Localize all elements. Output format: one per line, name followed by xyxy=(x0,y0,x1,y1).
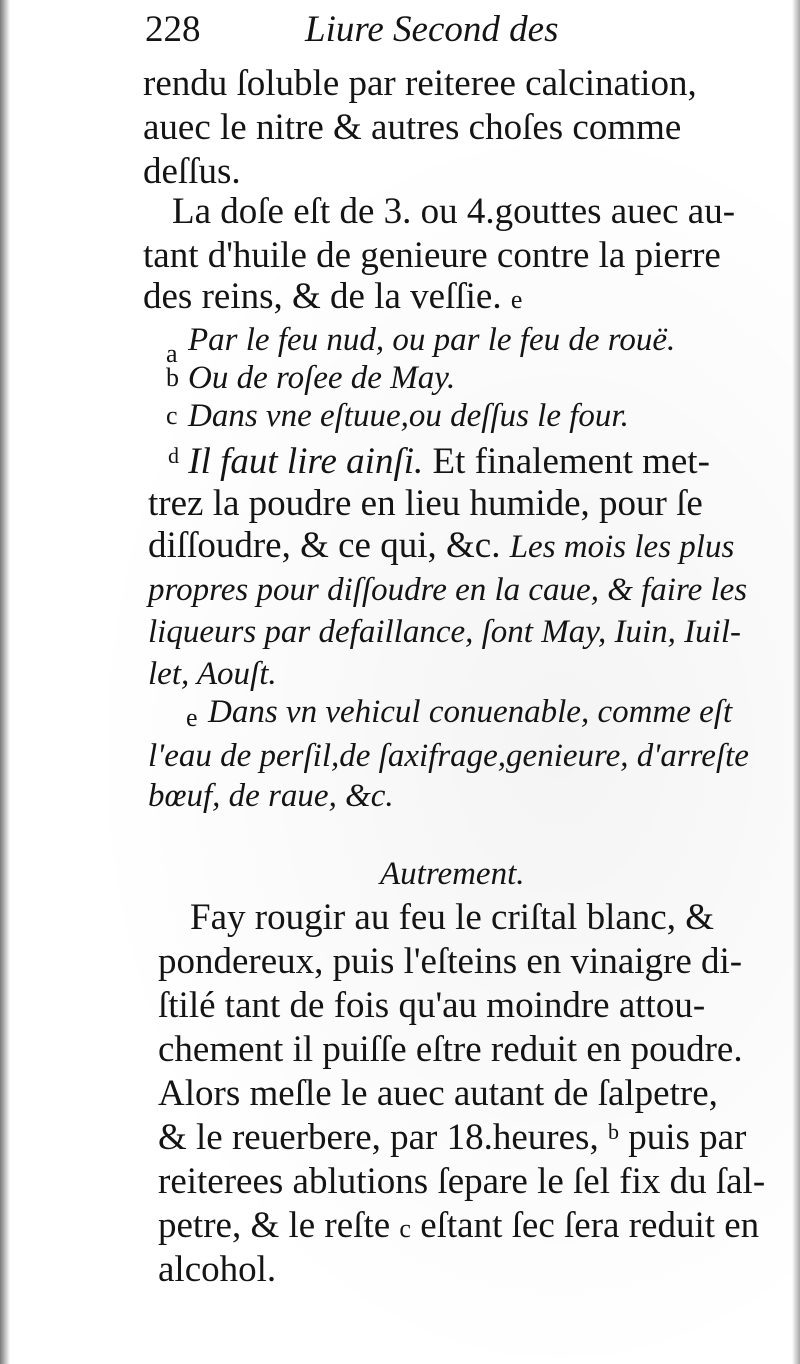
note-c-mark: c xyxy=(166,401,178,430)
text-line: reiterees ablutions ſepare le ſel fix du ſal- xyxy=(158,1161,766,1202)
text-line: alcohol. xyxy=(158,1249,277,1290)
text-line-content: petre, & le reſte xyxy=(158,1205,391,1246)
text-line: chement il puiſſe eſtre reduit en poudre. xyxy=(158,1029,743,1070)
text-line: trez la poudre en lieu humide, pour ſe xyxy=(148,483,703,524)
text-line: rendu ſoluble par reiteree calcination, xyxy=(143,63,697,104)
note-d-mark: d xyxy=(168,443,179,468)
text-line-content: des reins, & de la veſſie. xyxy=(143,276,502,317)
page-right-edge-shadow xyxy=(792,0,800,1364)
note-e-mark: e xyxy=(186,703,198,732)
text-line xyxy=(158,1204,759,1251)
text-line xyxy=(158,1116,746,1164)
italic-line: propres pour diſſoudre en la caue, & faire les xyxy=(148,572,748,608)
note-a-text: Par le feu nud, ou par le feu de rouë. xyxy=(188,322,676,358)
page-left-edge-shadow xyxy=(0,0,10,1364)
section-title: Autrement. xyxy=(380,856,525,892)
note-reference-c: c xyxy=(399,1214,411,1243)
note-b-mark: b xyxy=(166,363,179,392)
text-line: La doſe eſt de 3. ou 4.gouttes auec au- xyxy=(172,191,736,232)
text-line-tail: eſtant ſec ſera reduit en xyxy=(420,1205,760,1246)
italic-line: bœuf, de raue, &c. xyxy=(148,778,394,814)
note-b-text: Ou de roſee de May. xyxy=(188,360,456,396)
text-line-content: diſſoudre, & ce qui, &c. xyxy=(148,525,501,566)
page-header xyxy=(145,8,565,56)
running-title: Liure Second des xyxy=(305,9,559,50)
note-d-italic-tail: Les mois les plus xyxy=(509,529,735,565)
note-e xyxy=(186,690,733,734)
italic-line: let, Aouſt. xyxy=(148,656,277,692)
note-c-text: Dans vne eſtuue,ou deſſus le four. xyxy=(188,398,629,434)
note-reference-b: b xyxy=(607,1119,619,1144)
text-line xyxy=(148,524,734,569)
text-line-tail: puis par xyxy=(628,1117,747,1158)
note-a-mark: a xyxy=(166,339,178,368)
text-line: pondereux, puis l'eſteins en vinaigre di- xyxy=(158,941,743,982)
note-reference-e: e xyxy=(510,285,523,314)
note-d-roman: Et finalement met- xyxy=(432,441,710,482)
note-c xyxy=(166,394,629,438)
text-line: deſſus. xyxy=(143,151,241,192)
italic-line: l'eau de perſil,de ſaxifrage,genieure, d'arreſte xyxy=(148,738,749,774)
italic-line: liqueurs par defaillance, ſont May, Iuin, Iuil- xyxy=(148,614,742,650)
text-line: Alors meſle le auec autant de ſalpetre, xyxy=(158,1073,718,1114)
text-line-content: & le reuerbere, par 18.heures, xyxy=(158,1117,599,1158)
text-line: Fay rougir au feu le criſtal blanc, & xyxy=(190,897,714,938)
text-line: ſtilé tant de fois qu'au moindre attou- xyxy=(158,985,706,1026)
text-line xyxy=(143,275,522,322)
page-number: 228 xyxy=(145,9,201,50)
note-e-text: Dans vn vehicul conuenable, comme eſt xyxy=(208,694,733,730)
note-d-intro: Il faut lire ainſi. xyxy=(188,441,424,482)
text-line: auec le nitre & autres choſes comme xyxy=(143,107,682,148)
note-d-first-line xyxy=(168,440,710,488)
text-line: tant d'huile de genieure contre la pierre xyxy=(143,235,721,276)
